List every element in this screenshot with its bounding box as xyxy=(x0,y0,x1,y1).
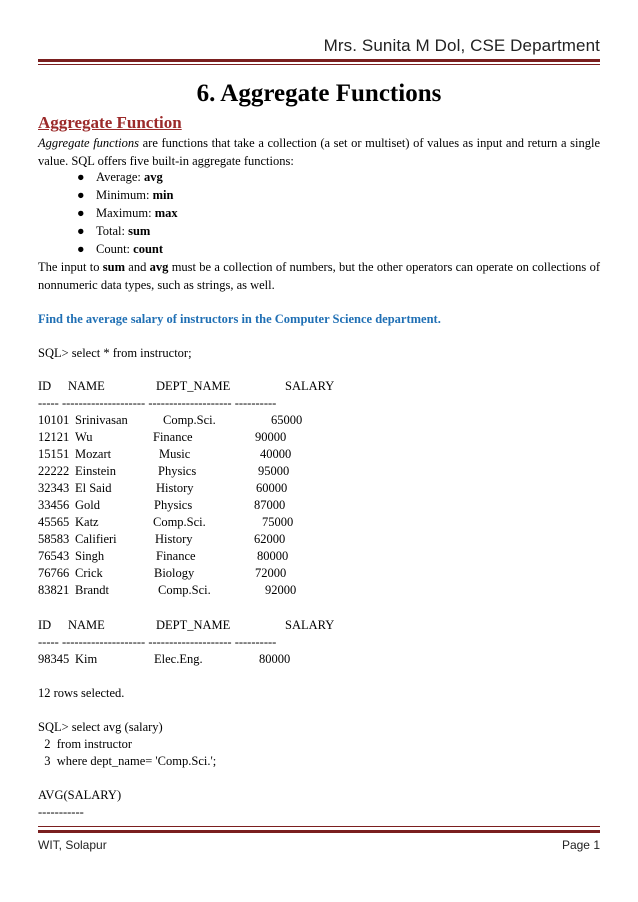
intro-term: Aggregate functions xyxy=(38,136,140,150)
list-item: ● Maximum: max xyxy=(77,206,178,220)
table-header: ID NAME DEPT_NAME SALARY xyxy=(38,379,335,393)
footer-institution: WIT, Solapur xyxy=(38,838,107,852)
bullet-icon: ● xyxy=(77,224,85,238)
list-item: ● Total: sum xyxy=(77,224,151,238)
table-row: 32343 El Said History 60000 xyxy=(38,481,288,495)
section-heading: Aggregate Function xyxy=(38,113,182,132)
table-row: 98345 Kim Elec.Eng. 80000 xyxy=(38,652,291,666)
table-row: 58583 Califieri History 62000 xyxy=(38,532,286,546)
question-text: Find the average salary of instructors in the Computer Science department. xyxy=(38,312,441,326)
footer-rule-thick xyxy=(38,830,600,833)
list-item: ● Minimum: min xyxy=(77,188,174,202)
intro-paragraph xyxy=(38,134,600,170)
footer-page-number: Page 1 xyxy=(561,838,600,852)
table-row: 12121 Wu Finance 90000 xyxy=(38,430,287,444)
bullet-icon: ● xyxy=(77,206,85,220)
bullet-icon: ● xyxy=(77,242,85,256)
list-item: ● Count: count xyxy=(77,242,164,256)
header-rule-thick xyxy=(38,59,600,62)
header-rule-thin xyxy=(38,64,600,65)
sql-query-2-line-1: SQL> select avg (salary) xyxy=(38,720,163,734)
table-row: 76766 Crick Biology 72000 xyxy=(38,566,287,580)
result-header: AVG(SALARY) xyxy=(38,788,122,802)
footer-rule-thin xyxy=(38,826,600,827)
table-row: 10101 Srinivasan Comp.Sci. 65000 xyxy=(38,413,303,427)
page-header-author: Mrs. Sunita M Dol, CSE Department xyxy=(323,36,600,55)
table-row: 33456 Gold Physics 87000 xyxy=(38,498,286,512)
table-header: ID NAME DEPT_NAME SALARY xyxy=(38,618,335,632)
table-separator: ----- -------------------- -------------------- ---------- xyxy=(38,396,277,410)
intro-text: are functions that take a collection (a set or multiset) of values as input and return a single value. SQL offers five built-in aggregate functions: xyxy=(38,136,600,168)
aggregate-function-list xyxy=(77,168,178,258)
sql-query-2-line-2: 2 from instructor xyxy=(38,737,133,751)
list-item: ● Average: avg xyxy=(77,170,163,184)
table-row: 83821 Brandt Comp.Sci. 92000 xyxy=(38,583,297,597)
note-paragraph: The input to sum and avg must be a collection of numbers, but the other operators can operate on collections of nonnumeric data types, such as strings, as well. xyxy=(38,260,600,292)
table-row: 76543 Singh Finance 80000 xyxy=(38,549,289,563)
table-separator: ----- -------------------- -------------------- ---------- xyxy=(38,635,277,649)
table-row: 22222 Einstein Physics 95000 xyxy=(38,464,290,478)
table-row: 15151 Mozart Music 40000 xyxy=(38,447,292,461)
rows-selected-text: 12 rows selected. xyxy=(38,686,125,700)
page-title: 6. Aggregate Functions xyxy=(196,80,442,107)
sql-query-2-line-3: 3 where dept_name= 'Comp.Sci.'; xyxy=(38,754,217,768)
bullet-icon: ● xyxy=(77,188,85,202)
result-separator: ----------- xyxy=(38,805,84,819)
bullet-icon: ● xyxy=(77,170,85,184)
sql-query-1: SQL> select * from instructor; xyxy=(38,346,192,360)
table-row: 45565 Katz Comp.Sci. 75000 xyxy=(38,515,294,529)
